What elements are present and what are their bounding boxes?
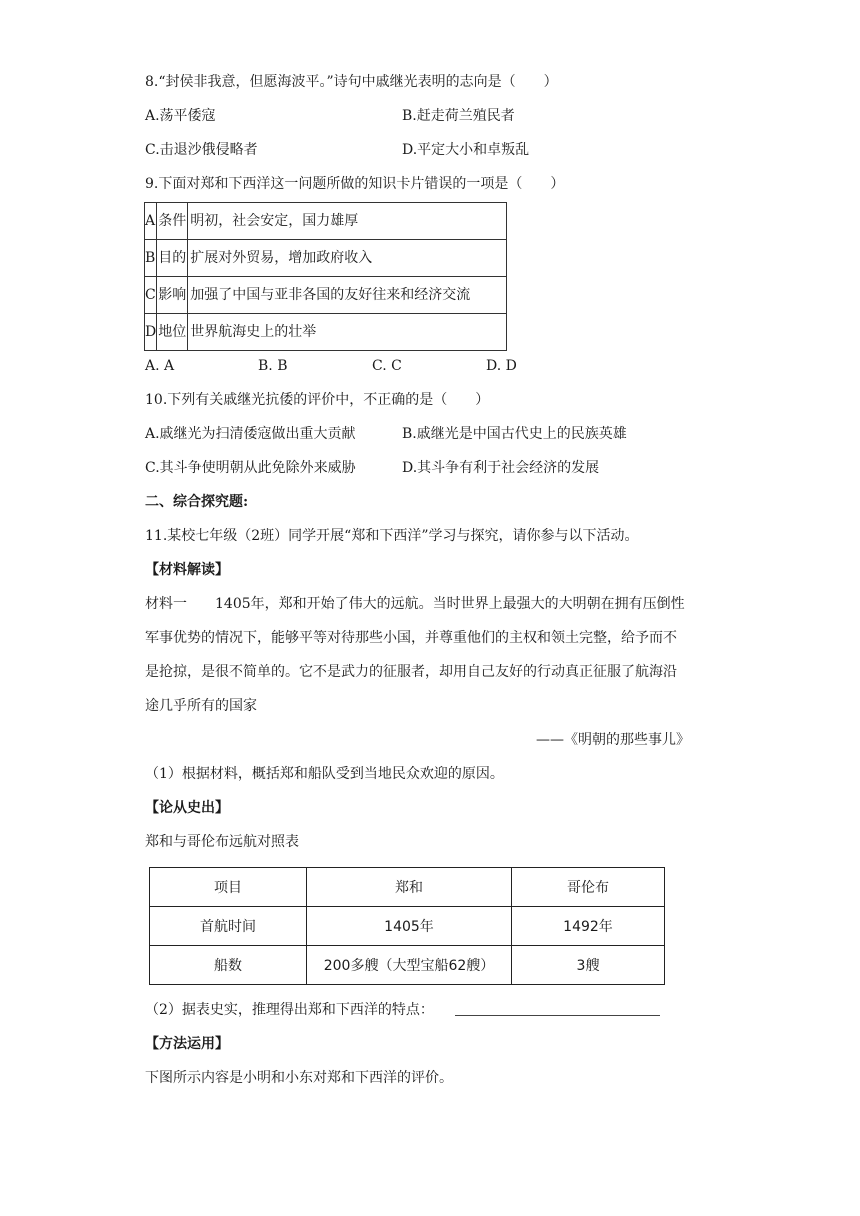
material-line: 途几乎所有的国家 (145, 698, 257, 714)
header-cell: 郑和 (307, 868, 512, 907)
card-key: B (145, 240, 157, 277)
card-label: 条件 (157, 203, 188, 240)
table-cell: 1405年 (307, 907, 512, 946)
card-text: 扩展对外贸易，增加政府收入 (188, 240, 507, 277)
sub-question-2: （2）据表史实，推理得出郑和下西洋的特点： (145, 1002, 434, 1018)
table-cell: 船数 (150, 946, 307, 985)
table-cell: 1492年 (512, 907, 665, 946)
material-line: 军事优势的情况下，能够平等对待那些小国，并尊重他们的主权和领土完整，给予而不 (145, 630, 677, 646)
method-heading: 【方法运用】 (145, 1036, 229, 1052)
question-11-stem: 11.某校七年级（2班）同学开展“郑和下西洋”学习与探究，请你参与以下活动。 (145, 528, 639, 544)
card-key: D (145, 314, 157, 351)
table-cell: 3艘 (512, 946, 665, 985)
material-heading: 【材料解读】 (145, 562, 229, 578)
q8-option-d: D.平定大小和卓叛乱 (402, 142, 530, 158)
table-cell: 首航时间 (150, 907, 307, 946)
section-heading: 二、综合探究题: (145, 494, 249, 510)
question-10-stem: 10.下列有关戚继光抗倭的评价中，不正确的是（ ） (145, 392, 490, 408)
history-heading: 【论从史出】 (145, 800, 229, 816)
q10-option-b: B.戚继光是中国古代史上的民族英雄 (402, 426, 627, 442)
q8-option-a: A.荡平倭寇 (145, 108, 216, 124)
table-row (145, 277, 507, 314)
answer-blank[interactable] (455, 1015, 660, 1016)
card-label: 地位 (157, 314, 188, 351)
card-key: A (145, 203, 157, 240)
card-label: 目的 (157, 240, 188, 277)
comparison-table (149, 867, 665, 985)
q8-option-c: C.击退沙俄侵略者 (145, 142, 258, 158)
q10-option-c: C.其斗争使明朝从此免除外来威胁 (145, 460, 356, 476)
q8-option-b: B.赶走荷兰殖民者 (402, 108, 515, 124)
q9-option-d: D. D (486, 358, 517, 374)
method-text: 下图所示内容是小明和小东对郑和下西洋的评价。 (145, 1070, 453, 1086)
sub-question-1: （1）根据材料，概括郑和船队受到当地民众欢迎的原因。 (145, 766, 504, 782)
q10-option-d: D.其斗争有利于社会经济的发展 (402, 460, 600, 476)
q9-option-b: B. B (258, 358, 288, 374)
question-8-stem: 8.“封侯非我意，但愿海波平。”诗句中戚继光表明的志向是（ ） (145, 74, 558, 90)
card-text: 明初，社会安定，国力雄厚 (188, 203, 507, 240)
material-line: 是抢掠，是很不简单的。它不是武力的征服者，却用自己友好的行动真正征服了航海沿 (145, 664, 677, 680)
material-source: ——《明朝的那些事儿》 (536, 732, 690, 748)
table-row (145, 314, 507, 351)
q10-option-a: A.戚继光为扫清倭寇做出重大贡献 (145, 426, 356, 442)
card-label: 影响 (157, 277, 188, 314)
table-row (150, 907, 665, 946)
table-row (145, 240, 507, 277)
material-line: 材料一 1405年，郑和开始了伟大的远航。当时世界上最强大的大明朝在拥有压倒性 (145, 596, 685, 612)
card-text: 世界航海史上的壮举 (188, 314, 507, 351)
card-key: C (145, 277, 157, 314)
q9-option-c: C. C (372, 358, 402, 374)
question-9-stem: 9.下面对郑和下西洋这一问题所做的知识卡片错误的一项是（ ） (145, 176, 565, 192)
q9-option-a: A. A (145, 358, 175, 374)
header-cell: 哥伦布 (512, 868, 665, 907)
table-row (150, 946, 665, 985)
table-header-row (150, 868, 665, 907)
header-cell: 项目 (150, 868, 307, 907)
table-title: 郑和与哥伦布远航对照表 (145, 834, 299, 850)
table-row (145, 203, 507, 240)
table-cell: 200多艘（大型宝船62艘） (307, 946, 512, 985)
knowledge-card-table (144, 202, 507, 351)
card-text: 加强了中国与亚非各国的友好往来和经济交流 (188, 277, 507, 314)
